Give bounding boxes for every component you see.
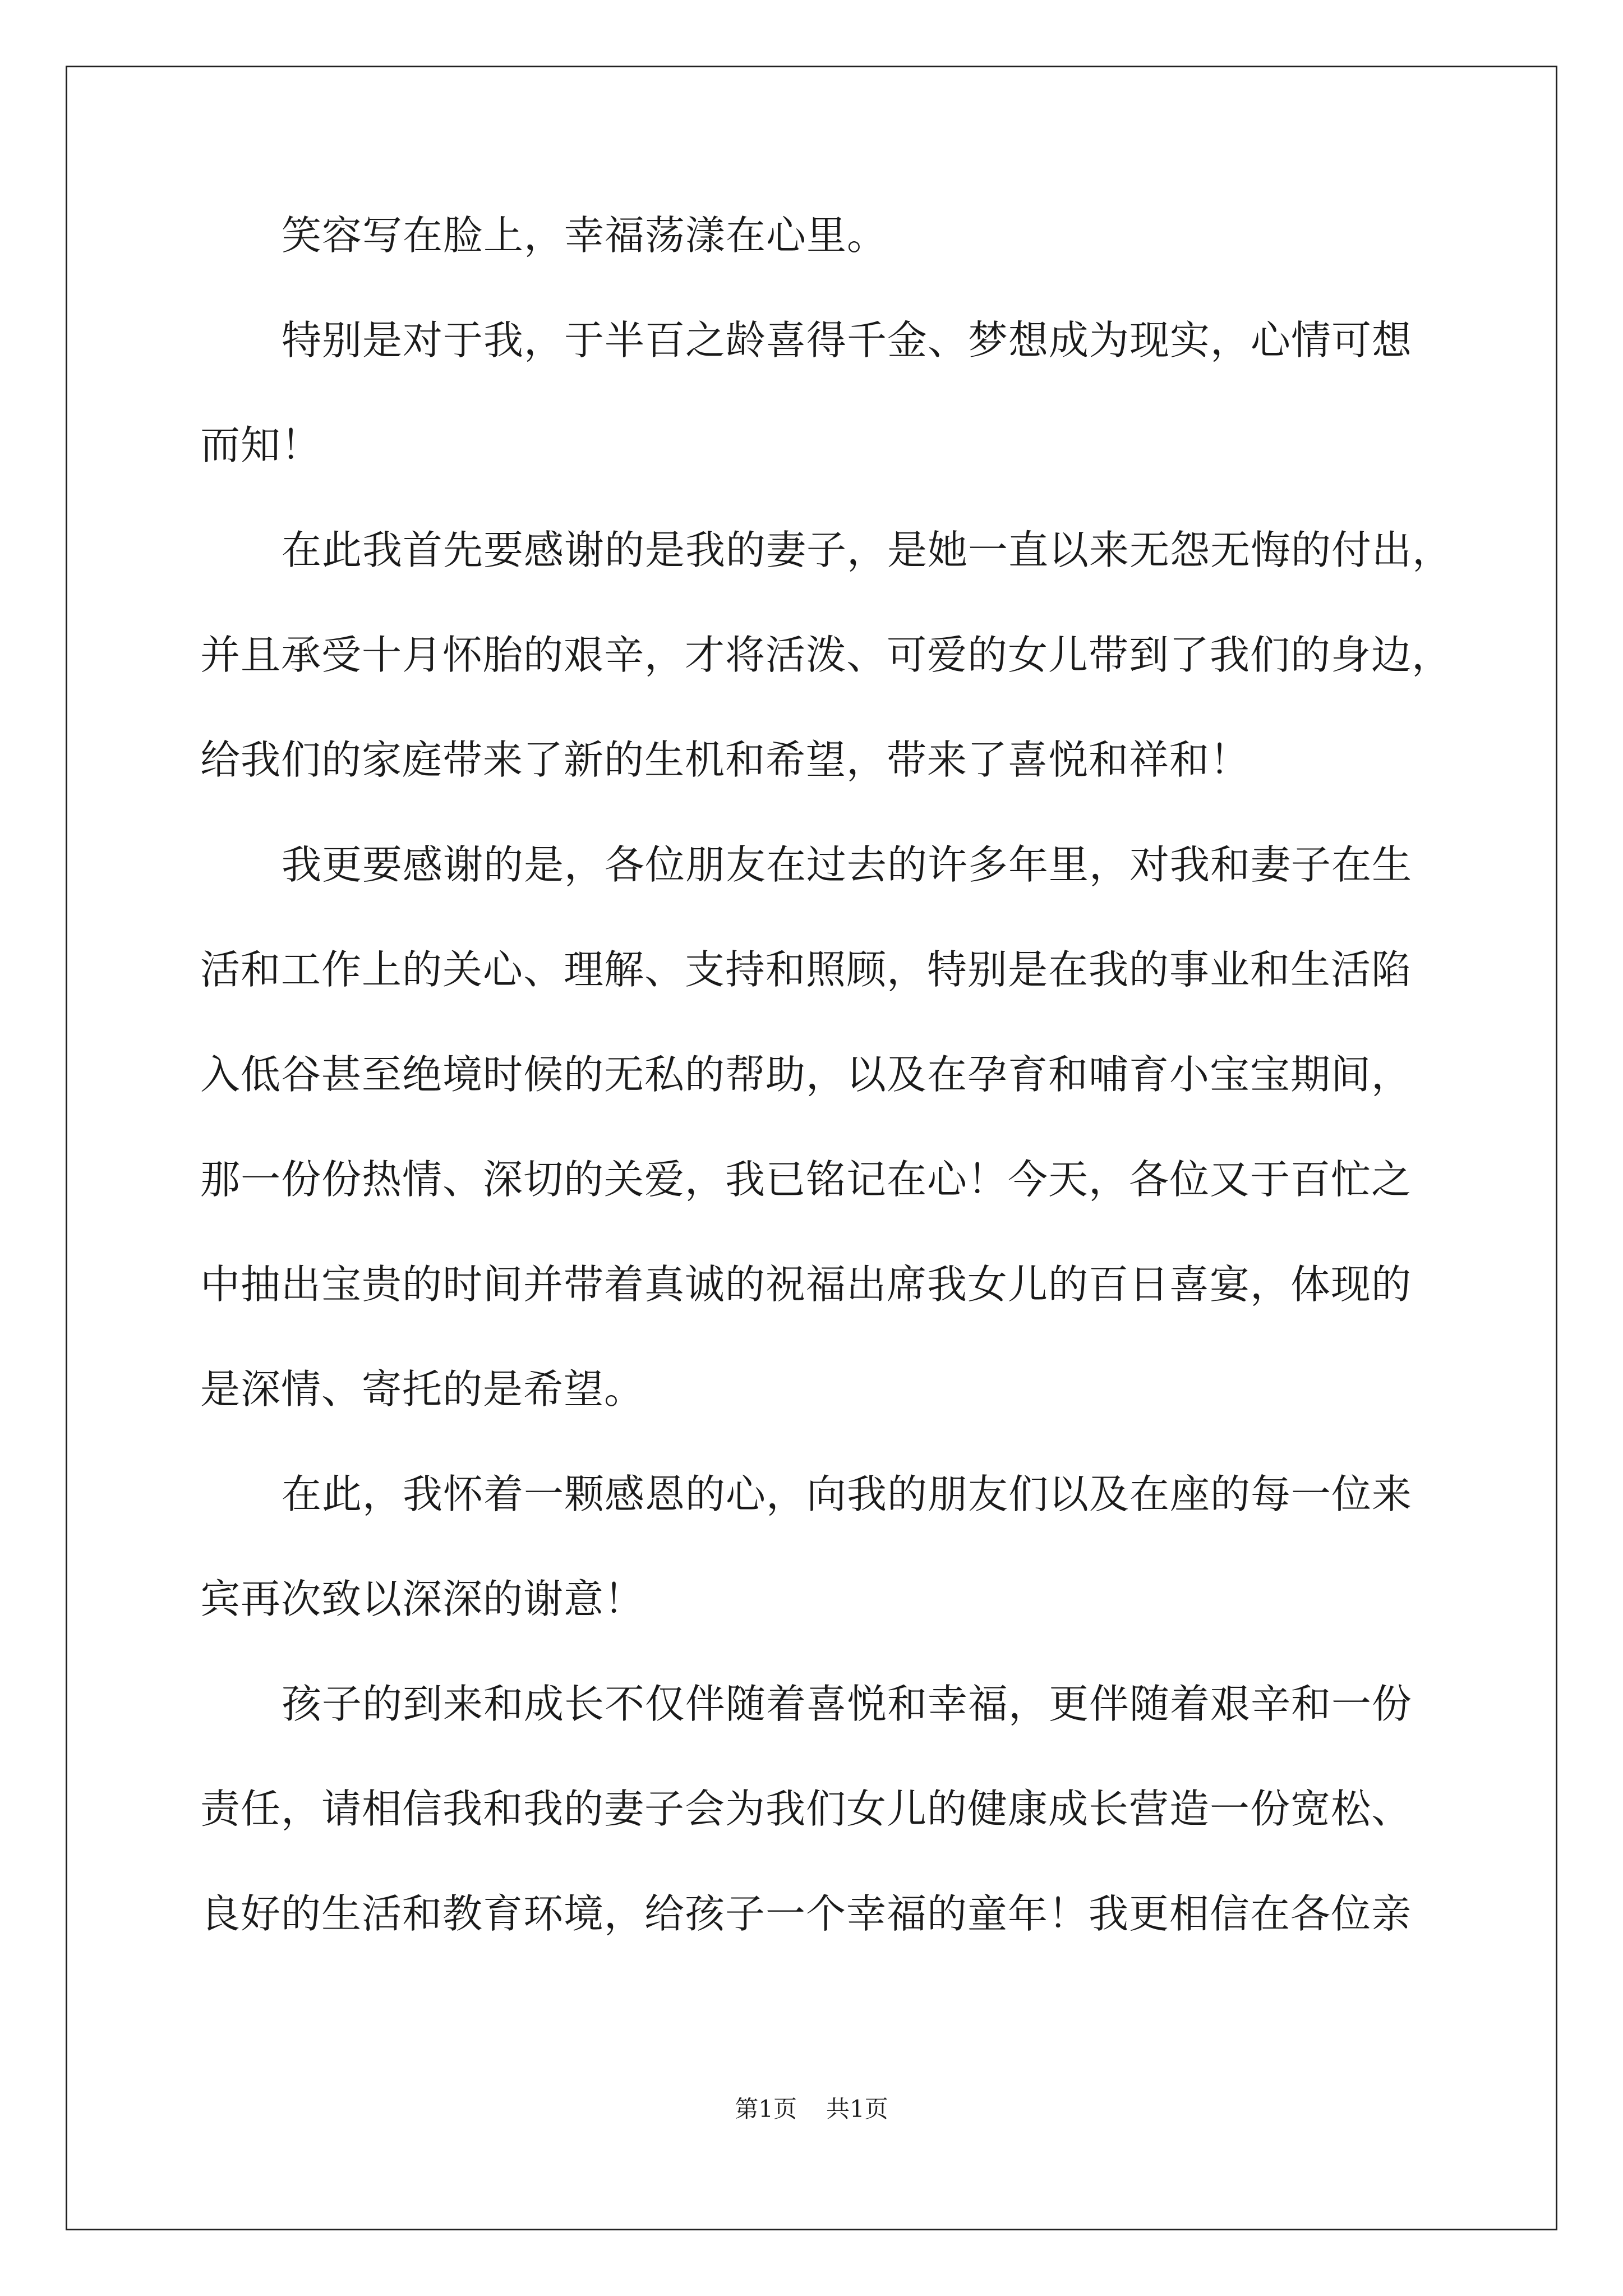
text-line: 给我们的家庭带来了新的生机和希望，带来了喜悦和祥和！ — [200, 737, 1251, 783]
text-line: 并且承受十月怀胎的艰辛，才将活泼、可爱的女儿带到了我们的身边， — [200, 632, 1453, 678]
text-line: 而知！ — [200, 422, 322, 468]
text-line: 在此，我怀着一颗感恩的心，向我的朋友们以及在座的每一位来 — [282, 1471, 1413, 1517]
text-line: 良好的生活和教育环境，给孩子一个幸福的童年！我更相信在各位亲 — [200, 1890, 1412, 1937]
text-line: 中抽出宝贵的时间并带着真诚的祝福出席我女儿的百日喜宴，体现的 — [200, 1261, 1412, 1308]
text-line: 是深情、寄托的是希望。 — [200, 1366, 645, 1412]
text-line: 我更要感谢的是，各位朋友在过去的许多年里，对我和妻子在生 — [282, 841, 1413, 888]
text-line: 责任，请相信我和我的妻子会为我们女儿的健康成长营造一份宽松、 — [200, 1786, 1412, 1832]
page-total: 共1页 — [826, 2095, 888, 2123]
text-line: 入低谷甚至绝境时候的无私的帮助，以及在孕育和哺育小宝宝期间， — [200, 1051, 1412, 1098]
text-line: 在此我首先要感谢的是我的妻子，是她一直以来无怨无悔的付出， — [282, 527, 1453, 573]
text-line: 特别是对于我，于半百之龄喜得千金、梦想成为现实，心情可想 — [282, 317, 1413, 364]
page-footer — [0, 2092, 1623, 2126]
page-number: 第1页 — [735, 2095, 797, 2123]
text-line: 活和工作上的关心、理解、支持和照顾，特别是在我的事业和生活陷 — [200, 946, 1412, 993]
text-line: 那一份份热情、深切的关爱，我已铭记在心！今天，各位又于百忙之 — [200, 1156, 1412, 1203]
text-line: 宾再次致以深深的谢意！ — [200, 1576, 645, 1622]
text-line: 笑容写在脸上，幸福荡漾在心里。 — [282, 212, 888, 259]
text-line: 孩子的到来和成长不仅伴随着喜悦和幸福，更伴随着艰辛和一份 — [282, 1681, 1413, 1727]
